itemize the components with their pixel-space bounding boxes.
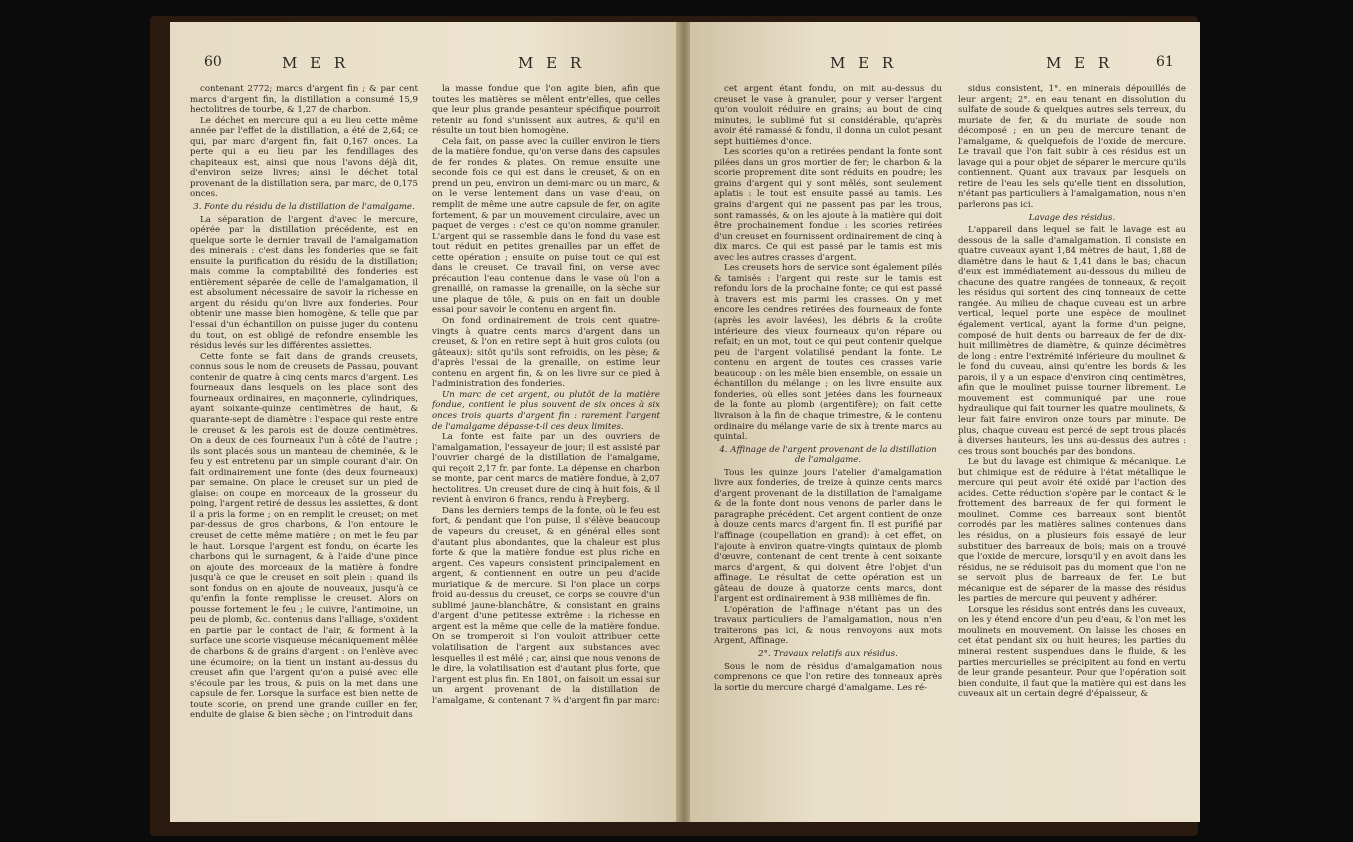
right-head-title-2: M E R <box>1046 54 1114 72</box>
left-column-1 <box>190 84 418 721</box>
left-page-number: 60 <box>204 54 222 70</box>
right-column-1 <box>714 84 942 693</box>
paragraph: Les creusets hors de service sont également pilés & tamisés : l'argent qui reste sur le tamis est refondu lors de la prochaine fonte; ce qui est passé à travers est mis parmi les crasses. On y met encore les cendres retirées des fourneaux de fonte (après les avoir lavées), les débris & la croûte intérieure des vieux fourneaux qu'on répare ou refait; en un mot, tout ce qui peut contenir quelque peu de l'argent volatilisé pendant la fonte. Le contenu en argent de toutes ces crasses varie beaucoup : on les mêle bien ensemble, on essaie un échantillon du mélange ; on les livre ensuite aux fonderies, où elles sont jetées dans les fourneaux de la fonte au plomb (argentifère); on fait cette livraison à la fin de chaque trimestre, & le contenu ordinaire du mélange varie de six à trente marcs au quintal. <box>714 263 942 443</box>
section-heading: 2°. Travaux relatifs aux résidus. <box>758 648 898 659</box>
paragraph: Les scories qu'on a retirées pendant la fonte sont pilées dans un gros mortier de fer; le charbon & la scorie proprement dite sont réduits en poudre; les grains d'argent qui y sont mêlés, sont seulement aplatis : le tout est ensuite passé au tamis. Les grains d'argent qui ne passent pas par les trous, sont ramassés, & on les ajoute à la matière qui doit être prochainement fondue : les scories retirées d'un creuset en fournissent ordinairement de cinq à dix marcs. Ce qui est passé par le tamis est mis avec les autres crasses d'argent. <box>714 147 942 263</box>
paragraph: L'appareil dans lequel se fait le lavage est au dessous de la salle d'amalgamation. Il consiste en quatre cuveaux ayant 1,84 mètres de haut, 1,88 de diamètre dans le haut & 1,41 dans le bas; chacun d'eux est immédiatement au-dessous du milieu de chacune des quatre rangées de tonneaux, & reçoit les résidus qui sortent des cinq tonneaux de cette rangée. Au milieu de chaque cuveau est un arbre vertical, lequel porte une espèce de moulinet également vertical, ayant la forme d'un peigne, composé de huit dents ou barreaux de fer de dix-huit millimètres de diamètre, & quinze décimètres de long : entre l'extrémité inférieure du moulinet & le fond du cuveau, ainsi qu'entre les bords & les parois, il y a un espace d'environ cinq centimètres, afin que le moulinet puisse tourner librement. Le mouvement est communiqué par une roue hydraulique qui fait tourner les quatre moulinets, & leur fait faire environ onze tours par minute. De plus, chaque cuveau est percé de sept trous placés à diverses hauteurs, les uns au-dessus des autres : ces trous sont bouchés par des bondons. <box>958 225 1186 457</box>
paragraph: Lorsque les résidus sont entrés dans les cuveaux, on les y étend encore d'un peu d'eau, & l'on met les moulinets en mouvement. On laisse les choses en cet état pendant six ou huit heures; les parties du minerai restent suspendues dans le fluide, & les parties mercurielles se précipitent au fond en vertu de leur grande pesanteur. Pour que l'opération soit bien conduite, il faut que la matière qui est dans les cuveaux ait un certain degré d'épaisseur, & <box>958 604 1186 700</box>
paragraph: Le déchet en mercure qui a eu lieu cette même année par l'effet de la distillation, a été de 2,64; ce qui, par marc d'argent fin, fait 0,167 onces. La perte qui a eu lieu par les fendillages des chapiteaux est, ainsi que nous l'avons déjà dit, d'environ seize livres; ainsi le déchet total provenant de la distillation sera, par marc, de 0,175 onces. <box>190 115 418 200</box>
paragraph: Sous le nom de résidus d'amalgamation nous comprenons ce que l'on retire des tonneaux après la sortie du mercure chargé d'amalgame. Les ré- <box>714 661 942 693</box>
right-head-title-1: M E R <box>830 54 898 72</box>
left-column-2 <box>432 84 660 706</box>
right-page <box>690 22 1200 822</box>
left-page <box>170 22 678 822</box>
section-heading: 3. Fonte du résidu de la distillation de l'amalgame. <box>193 202 415 213</box>
paragraph: La fonte est faite par un des ouvriers de l'amalgamation, l'essayeur de jour; il est assisté par l'ouvrier chargé de la distillation de l'amalgame, qui reçoit 2,17 fr. par fonte. La dépense en charbon se monte, par cent marcs de matière fondue, à 2,07 hectolitres. Un creuset dure de cinq à huit fois, & il revient à environ 6 francs, rendu à Freyberg. <box>432 432 660 506</box>
paragraph: Dans les derniers temps de la fonte, où le feu est fort, & pendant que l'on puise, il s'élève beaucoup de vapeurs du creuset, & en général elles sont d'autant plus abondantes, que la chaleur est plus forte & que la matière fondue est plus riche en argent. Ces vapeurs consistent principalement en argent, & contiennent en outre un peu d'acide muriatique & de mercure. Si l'on place un corps froid au-dessus du creuset, ce corps se couvre d'un sublimé jaune-blanchâtre, & consistant en grains d'argent d'une petitesse extrême : la richesse en argent est la même que celle de la matière fondue. On se tromperoit si l'on vouloit attribuer cette volatilisation de l'argent aux substances avec lesquelles il est mêlé ; car, ainsi que nous venons de le dire, la volatilisation est d'autant plus forte, que l'argent est plus fin. En 1801, on faisoit un essai sur un argent provenant de la distillation de l'amalgame, & contenant 7 ¾ d'argent fin par marc: <box>432 505 660 706</box>
left-head-title-2: M E R <box>518 54 586 72</box>
paragraph: Cette fonte se fait dans de grands creusets, connus sous le nom de creusets de Passau, pouvant contenir de quatre à cinq cents marcs d'argent. Les fourneaux dans lesquels on les place sont des fourneaux ordinaires, en maçonnerie, cylindriques, ayant soixante-quinze centimètres de haut, & quarante-sept de diamètre : l'espace qui reste entre le creuset & les parois est de douze centimètres. On a deux de ces fourneaux l'un à côté de l'autre ; ils sont placés sous un manteau de cheminée, & le feu y est entretenu par un simple courant d'air. On fait ordinairement une fonte (des deux fourneaux) par semaine. On place le creuset sur un pied de glaise: on coupe en morceaux de la grosseur du poing, l'argent retiré de dessus les assiettes, & dont il a pris la forme ; on en remplit le creuset; on met par-dessus de gros charbons, & l'on entoure le creuset de cette même matière ; on met le feu par le haut. Lorsque l'argent est fondu, on écarte les charbons qui le surnagent, & à l'aide d'une pince on ajoute des morceaux de la matière à fondre jusqu'à ce que le creuset en soit plein : quand ils sont fondus on en ajoute de nouveaux, jusqu'à ce qu'enfin la fonte remplisse le creuset. Alors on pousse fortement le feu ; le cuivre, l'antimoine, un peu de plomb, &c. contenus dans l'alliage, s'oxident en partie par le contact de l'air, & forment à la surface une scorie visqueuse mécaniquement mêlée de charbons & de grains d'argent : on l'enlève avec une écumoire; on la tient un instant au-dessus du creuset afin que l'argent qu'on a puisé avec elle s'écoule par les trous, & puis on la met dans une capsule de fer. Lorsque la surface est bien nette de toute scorie, on prend une grande cuiller en fer, enduite de glaise & bien sèche ; on l'introduit dans <box>190 351 418 721</box>
paragraph: contenant 2772; marcs d'argent fin ; & par cent marcs d'argent fin, la distillation a consumé 15,9 hectolitres de tourbe, & 1,27 de charbon. <box>190 84 418 116</box>
section-heading: Lavage des résidus. <box>1028 212 1116 223</box>
right-page-number: 61 <box>1156 54 1174 70</box>
paragraph: Un marc de cet argent, ou plutôt de la matière fondue, contient le plus souvent de six onces à six onces trois quarts d'argent fin : rarement l'argent de l'amalgame dépasse-t-il ces deux limites. <box>432 389 660 432</box>
paragraph: L'opération de l'affinage n'étant pas un des travaux particuliers de l'amalgamation, nous n'en traiterons pas ici, & nous renvoyons aux mots Argent, Affinage. <box>714 604 942 647</box>
paragraph: La séparation de l'argent d'avec le mercure, opérée par la distillation précédente, est en quelque sorte le dernier travail de l'amalgamation des minerais : c'est dans les fonderies que se fait ensuite la purification du résidu de la distillation; mais comme la comptabilité des fonderies est entièrement séparée de celle de l'amalgamation, il est absolument nécessaire de savoir la richesse en argent du résidu qu'on livre aux fonderies. Pour obtenir une masse bien homogène, & telle que par l'essai d'un échantillon on puisse juger du contenu du tout, on est obligé de refondre ensemble les résidus levés sur les différentes assiettes. <box>190 214 418 352</box>
right-running-head <box>690 54 1200 78</box>
right-column-2 <box>958 84 1186 700</box>
left-running-head <box>170 54 678 78</box>
paragraph: Tous les quinze jours l'atelier d'amalgamation livre aux fonderies, de treize à quinze cents marcs d'argent provenant de la distillation de l'amalgame & de la fonte dont nous venons de parler dans le paragraphe précédent. Cet argent contient de onze à douze cents marcs d'argent fin. Il est purifié par l'affinage (coupellation en grand): à cet effet, on l'ajoute à environ quatre-vingts quintaux de plomb d'œuvre, contenant de cent trente à cent soixante marcs d'argent, & qui doivent être l'objet d'un affinage. Le résultat de cette opération est un gâteau de douze à quatorze cents marcs, dont l'argent est ordinairement à 938 millièmes de fin. <box>714 467 942 605</box>
left-head-title-1: M E R <box>282 54 350 72</box>
section-heading: 4. Affinage de l'argent provenant de la distillation de l'amalgame. <box>719 444 937 466</box>
paragraph: On fond ordinairement de trois cent quatre-vingts à quatre cents marcs d'argent dans un creuset, & l'on en retire sept à huit gros culots (ou gâteaux): sitôt qu'ils sont refroidis, on les pèse; & d'après l'essai de la grenaille, on estime leur contenu en argent fin, & on les livre sur ce pied à l'administration des fonderies. <box>432 316 660 390</box>
paragraph: la masse fondue que l'on agite bien, afin que toutes les matières se mêlent entr'elles, que celles que leur plus grande pesanteur spécifique pourroit retenir au fond s'unissent aux autres, & qu'il en résulte un tout bien homogène. <box>432 84 660 137</box>
paragraph: sidus consistent, 1°. en minerais dépouillés de leur argent; 2°. en eau tenant en dissolution du sulfate de soude & quelques autres sels terreux, du muriate de fer, & du muriate de soude non décomposé ; en un peu de mercure tenant de l'amalgame, & quelquefois de l'oxide de mercure. Le travail que l'on fait subir à ces résidus est un lavage qui a pour objet de séparer le mercure qu'ils contiennent. Quant aux travaux par lesquels on retire de l'eau les sels qu'elle tient en dissolution, n'étant pas particuliers à l'amalgamation, nous n'en parlerons pas ici. <box>958 84 1186 211</box>
paragraph: cet argent étant fondu, on mit au-dessus du creuset le vase à granuler, pour y verser l'argent qu'on vouloit réduire en grains; au bout de cinq minutes, le sublimé fut si considérable, qu'après avoir été ramassé & fondu, il donna un culot pesant sept huitièmes d'once. <box>714 84 942 147</box>
paragraph: Le but du lavage est chimique & mécanique. Le but chimique est de réduire à l'état métallique le mercure qui peut avoir été oxidé par l'action des acides. Cette réduction s'opère par le contact & le frottement des barreaux de fer qui forment le moulinet. Comme ces barreaux sont bientôt corrodés par les matières salines contenues dans les résidus, on a plusieurs fois essayé de leur substituer des barreaux de bois; mais on a trouvé que l'oxide de mercure, lorsqu'il y en avoit dans les résidus, ne se réduisoit pas du moment que l'on ne se servoit plus de barreaux de fer. Le but mécanique est de séparer de la masse des résidus les parties de mercure qui peuvent y adhérer. <box>958 457 1186 605</box>
paragraph: Cela fait, on passe avec la cuiller environ le tiers de la matière fondue, qu'on verse dans des capsules de fer rondes & plates. On remue ensuite une seconde fois ce qui est dans le creuset, & on en prend un peu, environ un demi-marc ou un marc, & on le verse lentement dans un vase d'eau, on remplit de même une autre capsule de fer, on agite fortement, & par un mouvement circulaire, avec un paquet de verges : c'est ce qu'on nomme granuler. L'argent qui se rassemble dans le fond du vase est tout réduit en petites grenailles par un effet de cette opération ; ensuite on puise tout ce qui est dans le creuset. Ce travail fini, on verse avec précaution l'eau contenue dans le vase où l'on a grenaillé, on ramasse la grenaille, on la sèche sur une plaque de tôle, & puis on en fait un double essai pour savoir le contenu en argent fin. <box>432 136 660 316</box>
